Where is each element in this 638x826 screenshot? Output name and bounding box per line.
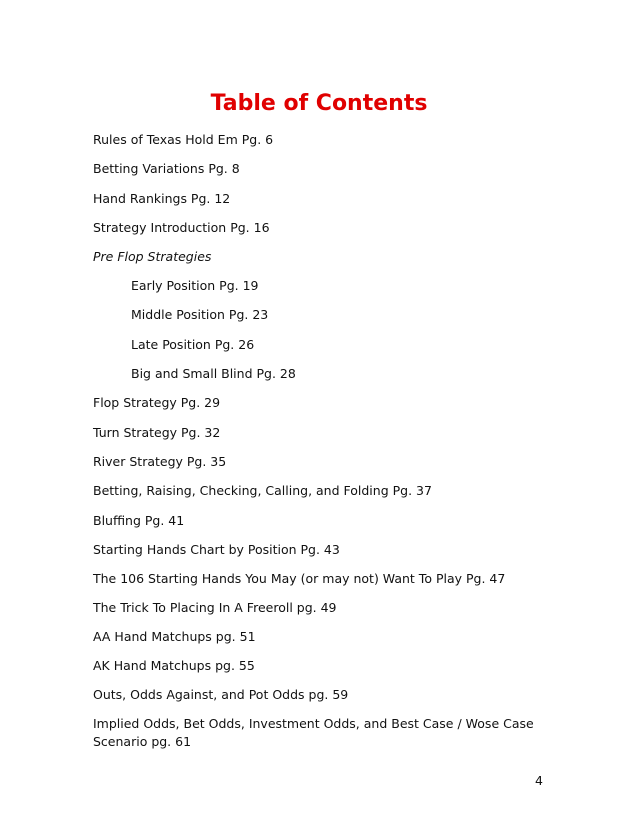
- toc-entry-aa-matchups: AA Hand Matchups pg. 51: [93, 629, 256, 644]
- toc-entry-early-position: Early Position Pg. 19: [131, 278, 259, 293]
- toc-entry-late-position: Late Position Pg. 26: [131, 337, 255, 352]
- toc-entry-hand-rankings: Hand Rankings Pg. 12: [93, 191, 231, 206]
- toc-entry-106-starting-hands: The 106 Starting Hands You May (or may not) Want To Play Pg. 47: [93, 571, 506, 586]
- toc-entry-starting-hands-chart: Starting Hands Chart by Position Pg. 43: [93, 542, 340, 557]
- toc-entry-flop-strategy: Flop Strategy Pg. 29: [93, 395, 221, 410]
- toc-entry-implied-odds: Implied Odds, Bet Odds, Investment Odds, and Best Case / Wose Case Scenario pg. 61: [93, 716, 534, 749]
- toc-entry-middle-position: Middle Position Pg. 23: [131, 307, 269, 322]
- toc-entry-bluffing: Bluffing Pg. 41: [93, 513, 185, 528]
- toc-entry-strategy-introduction: Strategy Introduction Pg. 16: [93, 220, 270, 235]
- page-title: Table of Contents: [210, 91, 428, 116]
- toc-entry-betting-raising: Betting, Raising, Checking, Calling, and Folding Pg. 37: [93, 483, 432, 498]
- toc-entry-ak-matchups: AK Hand Matchups pg. 55: [93, 658, 255, 673]
- toc-entry-rules: Rules of Texas Hold Em Pg. 6: [93, 132, 274, 147]
- page-number: 4: [535, 773, 543, 788]
- toc-entry-turn-strategy: Turn Strategy Pg. 32: [93, 425, 221, 440]
- toc-entry-big-small-blind: Big and Small Blind Pg. 28: [131, 366, 296, 381]
- toc-entry-betting-variations: Betting Variations Pg. 8: [93, 161, 240, 176]
- toc-entry-river-strategy: River Strategy Pg. 35: [93, 454, 227, 469]
- toc-entry-freeroll-trick: The Trick To Placing In A Freeroll pg. 49: [93, 600, 337, 615]
- toc-section-pre-flop: Pre Flop Strategies: [93, 249, 212, 264]
- toc-entry-outs-odds: Outs, Odds Against, and Pot Odds pg. 59: [93, 687, 349, 702]
